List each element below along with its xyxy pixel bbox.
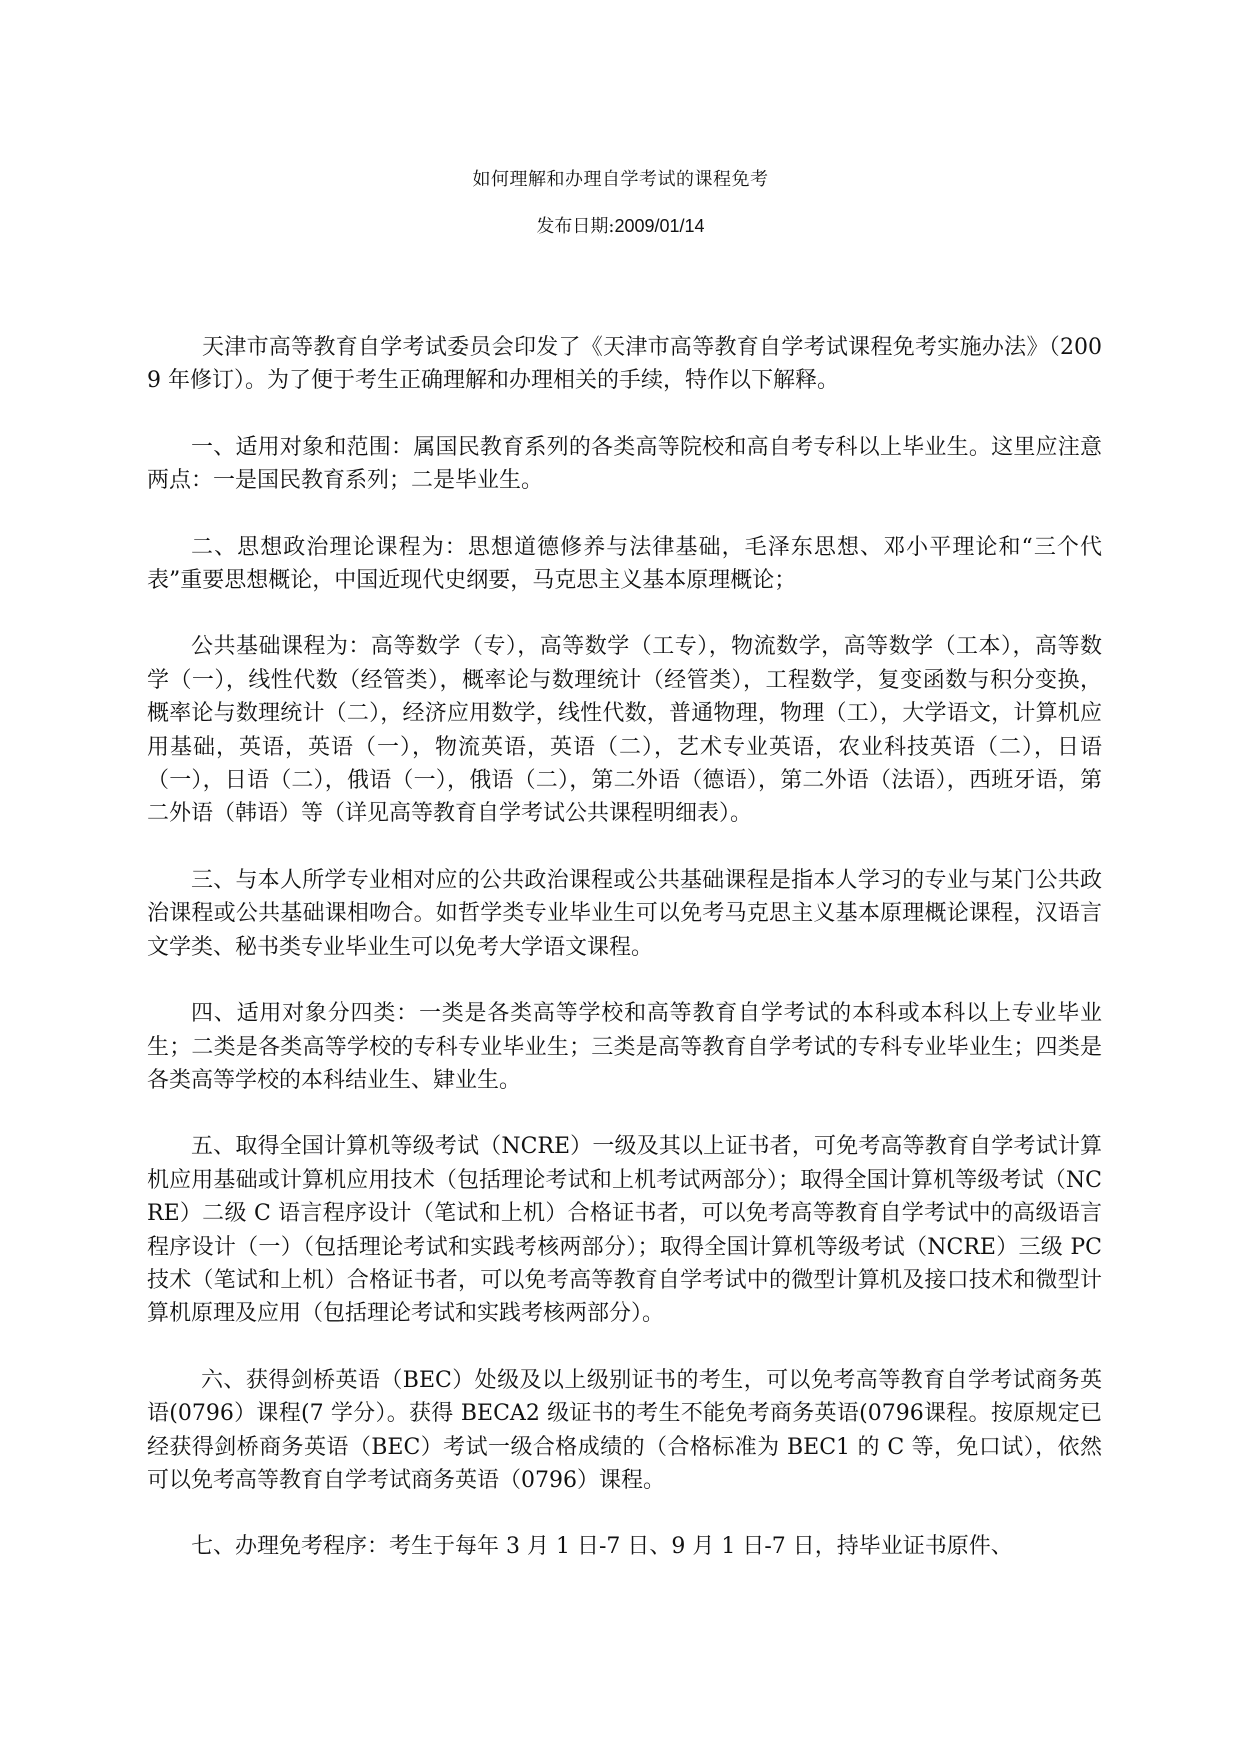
- paragraph-procedure: 七、办理免考程序：考生于每年 3 月 1 日-7 日、9 月 1 日-7 日，持毕业证书原件、: [191, 1534, 1013, 1560]
- paragraph-ncre: 五、取得全国计算机等级考试（NCRE）一级及其以上证书者，可免考高等教育自学考试计算机应用基础或计算机应用技术（包括理论考试和上机考试两部分）；取得全国计算机等级考试（NCRE）二级 C 语言程序设计（笔试和上机）合格证书者，可以免考高等教育自学考试中的高级语言程序设计（一）（包括理论考试和实践考核两部分）；取得全国计算机等级考试（NCRE）三级 PC 技术（笔试和上机）合格证书者，可以免考高等教育自学考试中的微型计算机及接口技术和微型计算机原理及应用（包括理论考试和实践考核两部分）。: [147, 1134, 1102, 1327]
- paragraph-political-courses: 二、思想政治理论课程为：思想道德修养与法律基础，毛泽东思想、邓小平理论和“三个代表”重要思想概论，中国近现代史纲要，马克思主义基本原理概论；: [147, 534, 1102, 594]
- document-title: 如何理解和办理自学考试的课程免考: [472, 169, 769, 190]
- paragraph-public-courses: 公共基础课程为：高等数学（专），高等数学（工专），物流数学，高等数学（工本），高等数学（一），线性代数（经管类），概率论与数理统计（经管类），工程数学，复变函数与积分变换，概率论与数理统计（二），经济应用数学，线性代数，普通物理，物理（工），大学语文，计算机应用基础，英语，英语（一），物流英语，英语（二），艺术专业英语，农业科技英语（二），日语（一），日语（二），俄语（一），俄语（二），第二外语（德语），第二外语（法语），西班牙语，第二外语（韩语）等（详见高等教育自学考试公共课程明细表）。: [147, 634, 1102, 827]
- paragraph-bec: 六、获得剑桥英语（BEC）处级及以上级别证书的考生，可以免考高等教育自学考试商务英语(0796）课程(7 学分）。获得 BECA2 级证书的考生不能免考商务英语(0796课程。按原规定已经获得剑桥商务英语（BEC）考试一级合格成绩的（合格标准为 BEC1 的 C 等，免口试），依然可以免考高等教育自学考试商务英语（0796）课程。: [147, 1367, 1102, 1493]
- paragraph-four-categories: 四、适用对象分四类：一类是各类高等学校和高等教育自学考试的本科或本科以上专业毕业生；二类是各类高等学校的专科专业毕业生；三类是高等教育自学考试的专科专业毕业生；四类是各类高等学校的本科结业生、肄业生。: [147, 1001, 1102, 1093]
- publish-date-value: 2009/01/14: [614, 216, 705, 236]
- publish-date-label: 发布日期:: [536, 216, 615, 237]
- paragraph-intro: 天津市高等教育自学考试委员会印发了《天津市高等教育自学考试课程免考实施办法》（2009 年修订）。为了便于考生正确理解和办理相关的手续，特作以下解释。: [147, 335, 1102, 394]
- paragraph-scope: 一、适用对象和范围：属国民教育系列的各类高等院校和高自考专科以上毕业生。这里应注意两点：一是国民教育系列；二是毕业生。: [147, 434, 1102, 494]
- document-body: [147, 331, 1102, 1564]
- publish-date: [0, 214, 1241, 239]
- paragraph-major-match: 三、与本人所学专业相对应的公共政治课程或公共基础课程是指本人学习的专业与某门公共政治课程或公共基础课相吻合。如哲学类专业毕业生可以免考马克思主义基本原理概论课程，汉语言文学类、秘书类专业毕业生可以免考大学语文课程。: [147, 867, 1102, 960]
